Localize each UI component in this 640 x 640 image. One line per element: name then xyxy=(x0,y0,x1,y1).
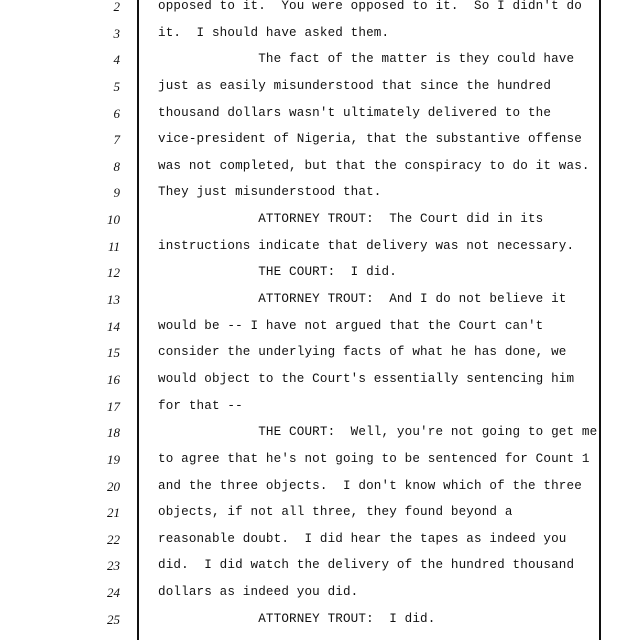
line-text: ATTORNEY TROUT: The Court did in its xyxy=(158,212,544,227)
line-number: 13 xyxy=(107,292,120,308)
transcript-line xyxy=(0,527,640,554)
line-text: THE COURT: Well, you're not going to get me xyxy=(158,425,598,440)
transcript-line xyxy=(0,47,640,74)
transcript-line xyxy=(0,394,640,421)
transcript-line xyxy=(0,260,640,287)
line-text: just as easily misunderstood that since the hundred xyxy=(158,78,552,93)
transcript-line xyxy=(0,234,640,261)
line-number: 5 xyxy=(113,78,120,94)
transcript-line xyxy=(0,367,640,394)
transcript-line xyxy=(0,21,640,48)
line-text: thousand dollars wasn't ultimately delivered to the xyxy=(158,105,552,120)
transcript-line xyxy=(0,553,640,580)
line-text: consider the underlying facts of what he has done, we xyxy=(158,345,567,360)
transcript-line xyxy=(0,420,640,447)
line-text: for that -- xyxy=(158,398,243,413)
transcript-line xyxy=(0,314,640,341)
transcript-line xyxy=(0,101,640,128)
line-text: THE COURT: I did. xyxy=(158,265,397,280)
line-text: The fact of the matter is they could have xyxy=(158,52,575,67)
line-text: did. I did watch the delivery of the hundred thousand xyxy=(158,558,575,573)
transcript-line xyxy=(0,340,640,367)
line-number: 23 xyxy=(107,558,120,574)
line-text: it. I should have asked them. xyxy=(158,25,390,40)
line-text: was not completed, but that the conspiracy to do it was. xyxy=(158,158,590,173)
line-number: 9 xyxy=(113,185,120,201)
line-number: 7 xyxy=(113,132,120,148)
line-text: reasonable doubt. I did hear the tapes as indeed you xyxy=(158,531,567,546)
transcript-line xyxy=(0,207,640,234)
line-number: 22 xyxy=(107,531,120,547)
line-text: to agree that he's not going to be sentenced for Count 1 xyxy=(158,451,590,466)
line-text: objects, if not all three, they found beyond a xyxy=(158,505,513,520)
transcript-line xyxy=(0,74,640,101)
line-text: instructions indicate that delivery was not necessary. xyxy=(158,238,575,253)
line-text: opposed to it. You were opposed to it. So I didn't do xyxy=(158,0,582,13)
line-text: would be -- I have not argued that the Court can't xyxy=(158,318,544,333)
line-text: and the three objects. I don't know which of the three xyxy=(158,478,582,493)
transcript-line xyxy=(0,127,640,154)
line-number: 17 xyxy=(107,398,120,414)
transcript-line xyxy=(0,180,640,207)
transcript-line xyxy=(0,500,640,527)
line-number: 15 xyxy=(107,345,120,361)
line-number: 24 xyxy=(107,585,120,601)
transcript-line xyxy=(0,580,640,607)
line-number: 8 xyxy=(113,158,120,174)
line-number: 2 xyxy=(113,0,120,14)
line-number: 11 xyxy=(107,238,120,254)
line-number: 21 xyxy=(107,505,120,521)
line-number: 6 xyxy=(113,105,120,121)
transcript-line xyxy=(0,154,640,181)
line-text: They just misunderstood that. xyxy=(158,185,382,200)
transcript-line xyxy=(0,474,640,501)
line-text: dollars as indeed you did. xyxy=(158,585,359,600)
line-number: 4 xyxy=(113,52,120,68)
line-number: 18 xyxy=(107,425,120,441)
line-number: 20 xyxy=(107,478,120,494)
line-number: 25 xyxy=(107,611,120,627)
line-number: 19 xyxy=(107,451,120,467)
transcript-line xyxy=(0,447,640,474)
line-text: would object to the Court's essentially sentencing him xyxy=(158,371,575,386)
transcript-line xyxy=(0,0,640,21)
transcript-line xyxy=(0,287,640,314)
line-number: 14 xyxy=(107,318,120,334)
line-number: 16 xyxy=(107,371,120,387)
line-text: ATTORNEY TROUT: I did. xyxy=(158,611,436,626)
line-number: 12 xyxy=(107,265,120,281)
line-number: 3 xyxy=(113,25,120,41)
line-text: vice-president of Nigeria, that the substantive offense xyxy=(158,132,582,147)
transcript-line xyxy=(0,607,640,634)
line-text: ATTORNEY TROUT: And I do not believe it xyxy=(158,292,567,307)
line-number: 10 xyxy=(107,212,120,228)
